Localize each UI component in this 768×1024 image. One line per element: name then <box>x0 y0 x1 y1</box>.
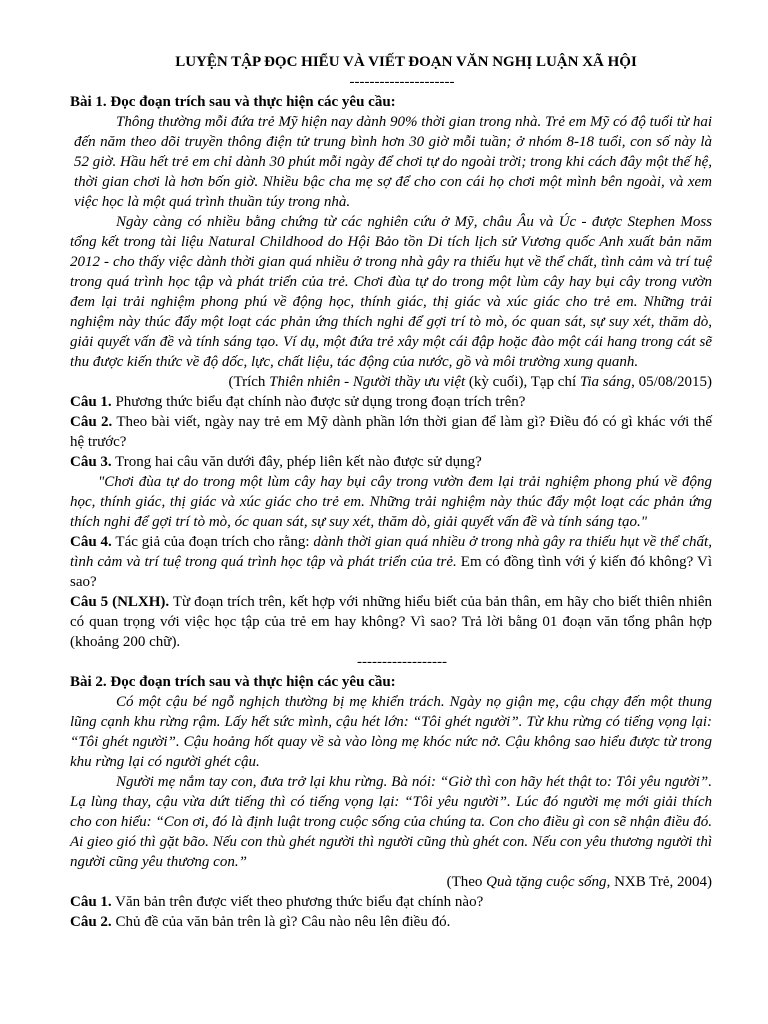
question-text: Tác giả của đoạn trích cho rằng: <box>111 534 314 550</box>
question-text: Em có đồng tình với ý kiến đó không? Vì sao? <box>70 554 713 590</box>
question-text: Văn bản trên được viết theo phương thức biểu đạt chính nào? <box>111 894 484 910</box>
source-magazine: Tia sáng <box>579 374 632 390</box>
question-3 <box>70 452 712 472</box>
question-3-quote: "Chơi đùa tự do trong một lùm cây hay bụi cây trong vườn đem lại trải nghiệm phong phú về động học, thính giác, thị giác và xúc giác cho trẻ em. Những trải nghiệm này thúc đẩy một loạt các phản ứng thích nghi để gợi trí tò mò, óc quan sát, sự suy xét, thăm dò, giải quyết vấn đề và tính sáng tạo." <box>70 474 712 530</box>
question-text: Theo bài viết, ngày nay trẻ em Mỹ dành phần lớn thời gian để làm gì? Điều đó có gì khác với thế hệ trước? <box>70 414 712 450</box>
question-text: Trong hai câu văn dưới đây, phép liên kết nào được sử dụng? <box>111 454 482 470</box>
question-4 <box>70 532 712 592</box>
question-text: Chủ đề của văn bản trên là gì? Câu nào nêu lên điều đó. <box>111 914 451 930</box>
question-label: Câu 1. <box>70 894 112 910</box>
exercise-2-paragraph-1: Có một cậu bé ngỗ nghịch thường bị mẹ khiển trách. Ngày nọ giận mẹ, cậu chạy đến một thung lũng cạnh khu rừng rậm. Lấy hết sức mình, cậu hét lớn: “Tôi ghét người”. Từ khu rừng có tiếng vọng lại: “Tôi ghét người”. Cậu hoảng hốt quay về sà vào lòng mẹ khóc nức nở. Cậu không sao hiểu được từ trong khu rừng lại có người ghét cậu. <box>70 694 712 770</box>
question-label: Câu 1. <box>70 394 112 410</box>
source-text: (Theo <box>446 874 487 890</box>
exercise-2-heading: Bài 2. Đọc đoạn trích sau và thực hiện các yêu cầu: <box>70 674 396 690</box>
exercise-2-paragraph-2: Người mẹ nắm tay con, đưa trở lại khu rừng. Bà nói: “Giờ thì con hãy hét thật to: Tôi yêu người”. Lạ lùng thay, cậu vừa dứt tiếng thì có tiếng vọng lại: “Tôi yêu người”. Lúc đó người mẹ mới giải thích cho con hiểu: “Con ơi, đó là định luật trong cuộc sống của chúng ta. Con cho điều gì con sẽ nhận điều đó. Ai gieo gió thì gặt bão. Nếu con thù ghét người thì người cũng thù ghét con. Nếu con yêu thương người thì người cũng yêu thương con.” <box>70 774 712 870</box>
exercise-1-heading: Bài 1. Đọc đoạn trích sau và thực hiện các yêu cầu: <box>70 94 396 110</box>
source-text: , NXB Trẻ, 2004) <box>606 874 712 890</box>
question-text: Từ đoạn trích trên, kết hợp với những hiểu biết của bản thân, em hãy cho biết thiên nhiên có quan trọng với việc học tập của trẻ em hay không? Vì sao? Trả lời bằng 01 đoạn văn tổng phân hợp (khoảng 200 chữ). <box>70 594 712 650</box>
source-title: Quà tặng cuộc sống <box>486 874 607 890</box>
question-label: Câu 5 (NLXH). <box>70 594 170 610</box>
exercise-2-source <box>70 872 712 892</box>
question-label: Câu 2. <box>70 914 112 930</box>
exercise-1-source <box>70 372 712 392</box>
question-1 <box>70 892 712 912</box>
question-label: Câu 4. <box>70 534 112 550</box>
source-text: (kỳ cuối), Tạp chí <box>465 374 580 390</box>
exercise-1-paragraph-1: Thông thường mỗi đứa trẻ Mỹ hiện nay dành 90% thời gian trong nhà. Trẻ em Mỹ có độ tuổi từ hai đến năm theo dõi truyền thông điện tử trung bình hơn 30 giờ mỗi tuần; ở nhóm 8-18 tuổi, con số này là 52 giờ. Hầu hết trẻ em chỉ dành 30 phút mỗi ngày để chơi tự do ngoài trời; trong khi cách đây một thế hệ, thời gian chơi là hơn bốn giờ. Nhiều bậc cha mẹ sợ để cho con cái họ chơi một mình bên ngoài, và xem việc học là một quá trình thuần túy trong nhà. <box>74 114 712 210</box>
divider: --------------------- <box>349 74 455 90</box>
source-text: (Trích <box>228 374 270 390</box>
question-2 <box>70 912 712 932</box>
exercise-1-paragraph-2: Ngày càng có nhiều bằng chứng từ các nghiên cứu ở Mỹ, châu Âu và Úc - được Stephen Moss tổng kết trong tài liệu Natural Childhood do Hội Bảo tồn Di tích lịch sử Vương quốc Anh xuất bản năm 2012 - cho thấy việc dành thời gian quá nhiều ở trong nhà gây ra thiếu hụt về thể chất, tình cảm và trí tuệ trong quá trình học tập và phát triển của trẻ. Chơi đùa tự do trong một lùm cây hay bụi cây trong vườn đem lại trải nghiệm phong phú về động học, thính giác, thị giác và xúc giác cho trẻ em. Những trải nghiệm này thúc đẩy một loạt các phản ứng thích nghi để gợi trí tò mò, óc quan sát, sự suy xét, thăm dò, giải quyết vấn đề và tính sáng tạo. Ví dụ, một đứa trẻ xây một cái đập hoặc đào một cái hang trong cát sẽ thu được kiến thức về độ dốc, lực, chất liệu, tác động của nước, gồ và môi trường xung quanh. <box>70 214 712 370</box>
question-2 <box>70 412 712 452</box>
source-text: , 05/08/2015) <box>631 374 712 390</box>
divider: ------------------ <box>357 654 447 670</box>
question-label: Câu 3. <box>70 454 112 470</box>
page-title: LUYỆN TẬP ĐỌC HIỂU VÀ VIẾT ĐOẠN VĂN NGHỊ LUẬN XÃ HỘI <box>175 54 637 70</box>
question-5 <box>70 592 712 652</box>
question-label: Câu 2. <box>70 414 113 430</box>
source-title: Thiên nhiên - Người thầy ưu việt <box>269 374 466 390</box>
question-text: Phương thức biểu đạt chính nào được sử dụng trong đoạn trích trên? <box>111 394 526 410</box>
question-1 <box>70 392 712 412</box>
question-quote: dành thời gian quá nhiều ở trong nhà gây ra thiếu hụt về thể chất, tình cảm và trí tuệ trong quá trình học tập và phát triển của trẻ. <box>70 534 712 570</box>
